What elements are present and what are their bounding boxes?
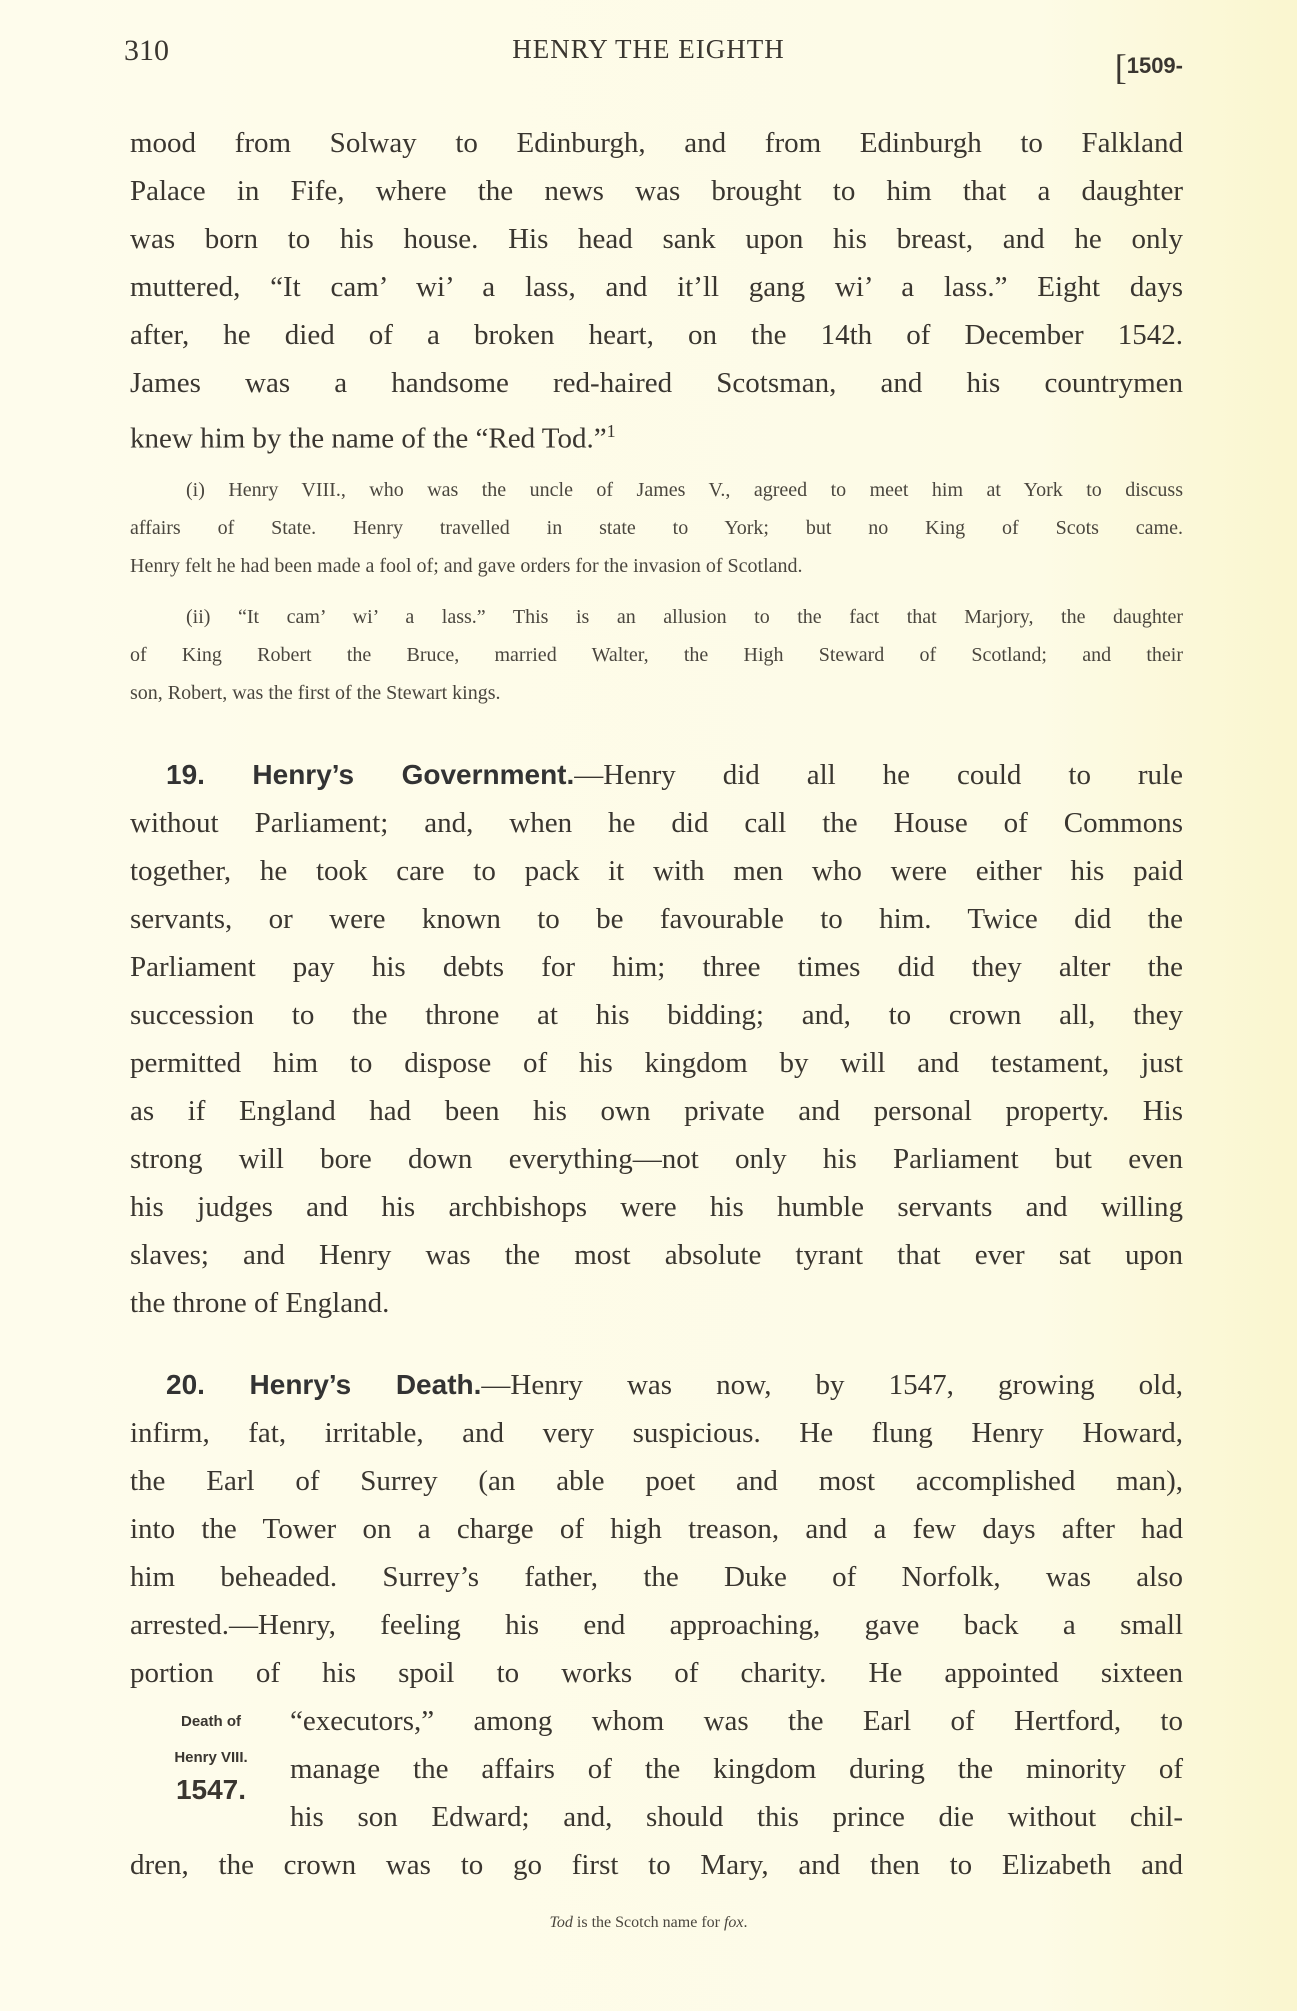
text-line	[130, 991, 1183, 1039]
line-text: infirm, fat, irritable, and very suspicious. He flung Henry Howard,	[130, 1417, 1183, 1449]
footnote-end: .	[743, 1914, 748, 1931]
text-line	[130, 1039, 1183, 1087]
section-heading: 19. Henry’s Government.	[166, 759, 575, 790]
text-line	[130, 263, 1183, 311]
line-text: —Henry was now, by 1547, growing old,	[481, 1369, 1183, 1401]
text-line	[130, 1087, 1183, 1135]
line-text: son, Robert, was the first of the Stewart kings.	[130, 682, 501, 704]
paragraph-intro	[130, 119, 1183, 455]
text-line	[130, 1231, 1183, 1279]
margin-note	[136, 1700, 286, 1805]
text-line	[130, 407, 1183, 455]
text-line	[130, 1505, 1183, 1553]
date-range	[1114, 40, 1183, 87]
text-line	[130, 1135, 1183, 1183]
line-text: was born to his house. His head sank upon his breast, and he only	[130, 223, 1183, 255]
text-line	[130, 895, 1183, 943]
line-text: mood from Solway to Edinburgh, and from Edinburgh to Falkland	[130, 127, 1183, 159]
text-line	[130, 1361, 1183, 1409]
line-text: the throne of England.	[130, 1287, 390, 1319]
line-text: him beheaded. Surrey’s father, the Duke of Norfolk, was also	[130, 1561, 1183, 1593]
line-text: James was a handsome red-haired Scotsman, and his countrymen	[130, 367, 1183, 399]
line-text: Palace in Fife, where the news was brought to him that a daughter	[130, 175, 1183, 207]
margin-note-year: 1547.	[175, 1774, 247, 1805]
line-text: Parliament pay his debts for him; three times did they alter the	[130, 951, 1183, 983]
text-line	[130, 847, 1183, 895]
line-text: muttered, “It cam’ wi’ a lass, and it’ll gang wi’ a lass.” Eight days	[130, 271, 1183, 303]
text-line	[130, 359, 1183, 407]
line-text: dren, the crown was to go first to Mary, and then to Elizabeth and	[130, 1849, 1183, 1881]
line-text: —Henry did all he could to rule	[574, 759, 1183, 791]
text-line	[130, 167, 1183, 215]
text-line	[130, 751, 1183, 799]
text-line	[130, 311, 1183, 359]
line-text: manage the affairs of the kingdom during the minority of	[290, 1753, 1183, 1785]
text-line	[290, 1697, 1183, 1745]
text-line	[130, 1649, 1183, 1697]
footnote-text: is the Scotch name for	[572, 1914, 724, 1931]
note-i	[130, 471, 1183, 585]
text-line	[130, 509, 1183, 547]
line-text: the Earl of Surrey (an able poet and most accomplished man),	[130, 1465, 1183, 1497]
text-line	[130, 471, 1183, 509]
text-line	[130, 1279, 1183, 1327]
margin-note-line1: Death of	[181, 1713, 241, 1730]
footnote	[0, 1914, 1297, 1932]
running-title: HENRY THE EIGHTH	[512, 34, 785, 64]
line-text: knew him by the name of the “Red Tod.”	[130, 422, 607, 455]
note-ii	[130, 598, 1183, 712]
line-text: without Parliament; and, when he did call the House of Commons	[130, 807, 1183, 839]
bracket: [	[1114, 47, 1127, 87]
line-text: portion of his spoil to works of charity. He appointed sixteen	[130, 1657, 1183, 1689]
line-text: affairs of State. Henry travelled in state to York; but no King of Scots came.	[130, 517, 1183, 539]
footnote-word2: fox	[723, 1914, 744, 1931]
section-19	[130, 751, 1183, 1327]
text-line	[130, 215, 1183, 263]
section-20	[130, 1361, 1183, 1889]
line-text: slaves; and Henry was the most absolute tyrant that ever sat upon	[130, 1239, 1183, 1271]
text-line	[290, 1745, 1183, 1793]
text-line	[130, 1841, 1183, 1889]
text-line	[130, 1183, 1183, 1231]
line-text: (ii) “It cam’ wi’ a lass.” This is an allusion to the fact that Marjory, the daughter	[186, 606, 1183, 628]
text-line	[130, 1601, 1183, 1649]
line-text: (i) Henry VIII., who was the uncle of James V., agreed to meet him at York to discuss	[186, 479, 1183, 501]
line-text: together, he took care to pack it with men who were either his paid	[130, 855, 1183, 887]
line-text: as if England had been his own private and personal property. His	[130, 1095, 1183, 1127]
section-heading: 20. Henry’s Death.	[166, 1369, 482, 1400]
line-text: after, he died of a broken heart, on the 14th of December 1542.	[130, 319, 1183, 351]
footnote-marker: 1	[606, 421, 616, 441]
text-line	[130, 943, 1183, 991]
text-line	[130, 598, 1183, 636]
text-line	[130, 674, 1183, 712]
line-text: permitted him to dispose of his kingdom by will and testament, just	[130, 1047, 1183, 1079]
text-line	[130, 1553, 1183, 1601]
line-text: arrested.—Henry, feeling his end approaching, gave back a small	[130, 1609, 1183, 1641]
line-text: of King Robert the Bruce, married Walter, the High Steward of Scotland; and their	[130, 644, 1183, 666]
date-range-text: 1509-	[1126, 53, 1183, 78]
text-line	[130, 119, 1183, 167]
text-line	[130, 547, 1183, 585]
line-text: into the Tower on a charge of high treason, and a few days after had	[130, 1513, 1183, 1545]
page-number: 310	[124, 34, 169, 67]
text-line	[290, 1793, 1183, 1841]
text-line	[130, 1409, 1183, 1457]
line-text: his son Edward; and, should this prince die without chil-	[290, 1801, 1183, 1833]
line-text: his judges and his archbishops were his humble servants and willing	[130, 1191, 1183, 1223]
text-line	[130, 799, 1183, 847]
line-text: strong will bore down everything—not only his Parliament but even	[130, 1143, 1183, 1175]
footnote-word: Tod	[549, 1914, 573, 1931]
line-text: Henry felt he had been made a fool of; and gave orders for the invasion of Scotland.	[130, 555, 803, 577]
text-line	[130, 636, 1183, 674]
text-line	[130, 1457, 1183, 1505]
line-text: succession to the throne at his bidding; and, to crown all, they	[130, 999, 1183, 1031]
margin-note-line2: Henry VIII.	[174, 1749, 248, 1766]
line-text: servants, or were known to be favourable to him. Twice did the	[130, 903, 1183, 935]
line-text: “executors,” among whom was the Earl of Hertford, to	[290, 1705, 1183, 1737]
